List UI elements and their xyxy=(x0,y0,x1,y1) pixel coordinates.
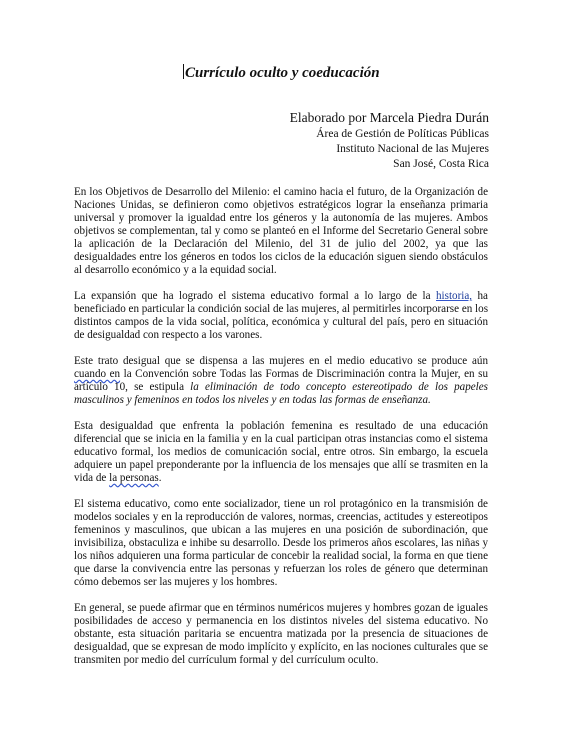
paragraph-3-text-b: la Convención sobre Todas las Formas de Discriminación contra la Mujer, en su artículo 10, se estipula xyxy=(74,368,488,393)
byline-institution: Instituto Nacional de las Mujeres xyxy=(336,143,489,155)
byline-location: San José, Costa Rica xyxy=(393,158,489,170)
paragraph-3-text-a: Este trato desigual que se dispensa a las mujeres en el medio educativo se produce aún xyxy=(74,355,488,367)
grammar-flag-cuando-en[interactable]: cuando en xyxy=(74,368,121,380)
paragraph-1: En los Objetivos de Desarrollo del Milenio: el camino hacia el futuro, de la Organización de Naciones Unidas, se definieron como objetivos estratégicos lograr la enseñanza primaria universal y promover la igualdad entre los géneros y la autonomía de las mujeres. Ambos objetivos se complementan, tal y como se planteó en el Informe del Secretario General sobre la aplicación de la Declaración del Milenio, del 31 de julio del 2002, ya que las desigualdades entre los géneros en todos los ciclos de la educación siguen siendo obstáculos al desarrollo económico y a la equidad social. xyxy=(74,186,488,276)
byline-department: Área de Gestión de Políticas Públicas xyxy=(316,128,489,140)
paragraph-4-text-a: Esta desigualdad que enfrenta la población femenina es resultado de una educación diferencial que se inicia en la familia y en la cual participan otras instancias como el sistema educativo formal, los medios de comunicación social, entre otros. Sin embargo, la escuela adquiere un papel preponderante por la influencia de los mensajes que allí se trasmiten en la vida de xyxy=(74,420,488,484)
grammar-flag-la-personas[interactable]: la personas xyxy=(109,472,159,484)
paragraph-2-text-a: La expansión que ha logrado el sistema educativo formal a lo largo de la xyxy=(74,290,436,302)
paragraph-3 xyxy=(74,355,488,407)
paragraph-2 xyxy=(74,290,488,342)
document-title xyxy=(183,64,380,82)
hyperlink-historia[interactable]: historia, xyxy=(436,290,473,302)
paragraph-3-quote: la eliminación de todo concepto estereotipado de los papeles masculinos y femeninos en todos los niveles y en todas las formas de enseñanza. xyxy=(74,381,488,406)
paragraph-6: En general, se puede afirmar que en términos numéricos mujeres y hombres gozan de iguales posibilidades de acceso y permanencia en los distintos niveles del sistema educativo. No obstante, esta situación paritaria se encuentra matizada por la presencia de situaciones de desigualdad, que se expresan de modo implícito y explícito, en las nociones culturales que se transmiten por medio del currículum formal y del currículum oculto. xyxy=(74,602,488,666)
byline xyxy=(290,108,489,172)
text-cursor xyxy=(183,64,184,79)
paragraph-2-text-b: ha beneficiado en particular la condición social de las mujeres, al permitirles incorporarse en los distintos campos de la vida social, política, económica y cultural del país, pero en situación de desigualdad con respecto a los varones. xyxy=(74,290,489,341)
paragraph-5: El sistema educativo, como ente socializador, tiene un rol protagónico en la transmisión de modelos sociales y en la reproducción de valores, normas, creencias, actitudes y estereotipos femeninos y masculinos, que ubican a las mujeres en una posición de subordinación, que invisibiliza, obstaculiza e inhibe su desarrollo. Desde los primeros años escolares, las niñas y los niños adquieren una forma particular de concebir la realidad social, la forma en que tiene que darse la convivencia entre las personas y refuerzan los roles de género que determinan cómo debemos ser las mujeres y los hombres. xyxy=(74,498,488,588)
paragraph-4-text-b: . xyxy=(158,472,162,484)
byline-author: Elaborado por Marcela Piedra Durán xyxy=(289,110,489,125)
document-title-text: Currículo oculto y coeducación xyxy=(185,65,380,81)
paragraph-4 xyxy=(74,420,488,485)
document-body xyxy=(74,186,488,680)
